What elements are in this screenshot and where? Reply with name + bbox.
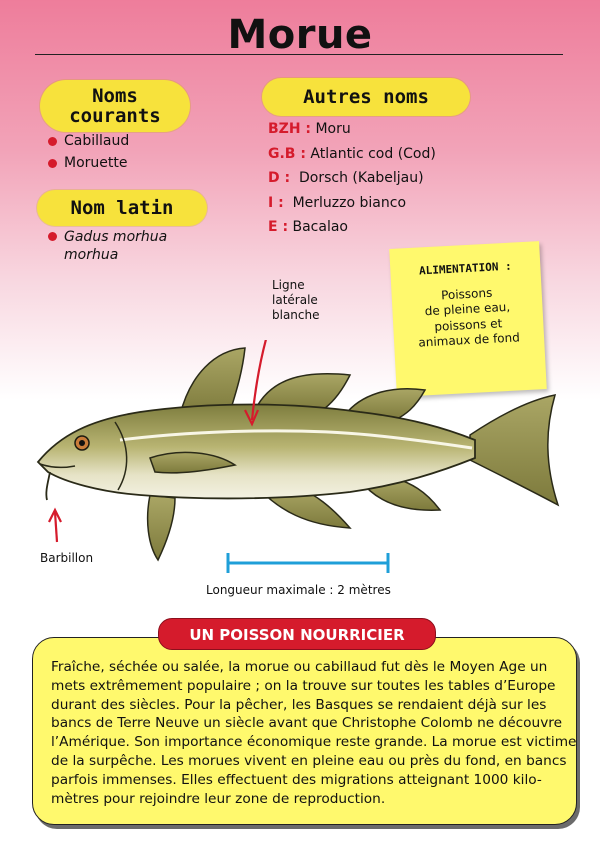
description-line: de la surpêche. Les morues vivent en pleine eau ou près du fond, en bancs [51, 752, 567, 769]
alimentation-line: Poissons [440, 285, 493, 302]
nom-latin-heading: Nom latin [37, 190, 207, 226]
list-item [268, 170, 436, 195]
barbel [46, 472, 50, 500]
language-name: Bacalao [292, 219, 348, 235]
cod-fish-illustration [30, 340, 590, 580]
barbillon-arrow [55, 512, 57, 542]
noms-courants-heading-line1: Noms [92, 85, 138, 107]
latin-name-line2: morhua [64, 247, 119, 263]
list-item [48, 155, 129, 171]
list-item [48, 133, 129, 149]
bullet-icon [48, 159, 57, 168]
language-name: Moru [315, 121, 351, 137]
noms-courants-list [48, 133, 129, 177]
nom-latin-list [48, 228, 167, 270]
language-name: Atlantic cod (Cod) [310, 145, 436, 162]
description-line: mètres pour rejoindre leur zone de reproduction. [51, 790, 386, 807]
max-length-label: Longueur maximale : 2 mètres [206, 583, 391, 597]
barbillon-label: Barbillon [40, 551, 94, 565]
alimentation-line: de pleine eau, [424, 299, 511, 319]
alimentation-title: ALIMENTATION : [418, 259, 512, 278]
description-line: Fraîche, séchée ou salée, la morue ou cabillaud fut dès le Moyen Age un [51, 659, 548, 675]
language-name: Merluzzo bianco [292, 194, 407, 211]
lateral-line-label-1: Ligne [272, 278, 305, 292]
latin-name [64, 228, 167, 264]
list-item [268, 121, 436, 146]
bullet-icon [48, 137, 57, 146]
description-box [32, 637, 577, 825]
title-underline [35, 54, 563, 55]
alimentation-line: poissons et [434, 315, 503, 334]
section-banner: UN POISSON NOURRICIER [158, 618, 436, 650]
list-item-label: Moruette [64, 155, 128, 171]
autres-noms-heading: Autres noms [262, 78, 470, 116]
language-code: G.B : [268, 145, 306, 162]
latin-name-line1: Gadus morhua [64, 229, 168, 245]
description-line: bancs de Terre Neuve un siècle avant que Christophe Colomb ne découvre [51, 715, 563, 732]
language-code: E : [268, 219, 289, 235]
page-title: Morue [227, 12, 373, 58]
list-item [48, 228, 167, 264]
list-item [268, 219, 436, 244]
tail-fin [470, 395, 558, 505]
lateral-line-label [272, 278, 320, 323]
language-code: I : [268, 194, 284, 211]
description-line: l’Amérique. Son importance économique reste grande. La morue est victime [51, 734, 577, 751]
alimentation-line: animaux de fond [418, 330, 521, 350]
autres-noms-list [268, 121, 436, 244]
list-item [268, 195, 436, 220]
list-item [268, 146, 436, 171]
lateral-line-label-3: blanche [272, 308, 320, 322]
list-item-label: Cabillaud [64, 133, 130, 149]
noms-courants-heading-line2: courants [69, 105, 161, 127]
language-code: BZH : [268, 121, 312, 137]
noms-courants-heading [40, 80, 190, 132]
bullet-icon [48, 232, 57, 241]
description-line: durant des siècles. Pour la pêcher, les Basques se rendaient déjà sur les [51, 696, 547, 713]
description-line: mets extrêmement populaire ; on la trouve sur toutes les tables d’Europe [51, 677, 556, 694]
language-name: Dorsch (Kabeljau) [299, 170, 424, 186]
lateral-line-label-2: latérale [272, 293, 318, 307]
description-line: parfois immenses. Elles effectuent des migrations atteignant 1000 kilo- [51, 771, 542, 788]
language-code: D : [268, 170, 291, 186]
pelvic-fin [148, 495, 175, 560]
